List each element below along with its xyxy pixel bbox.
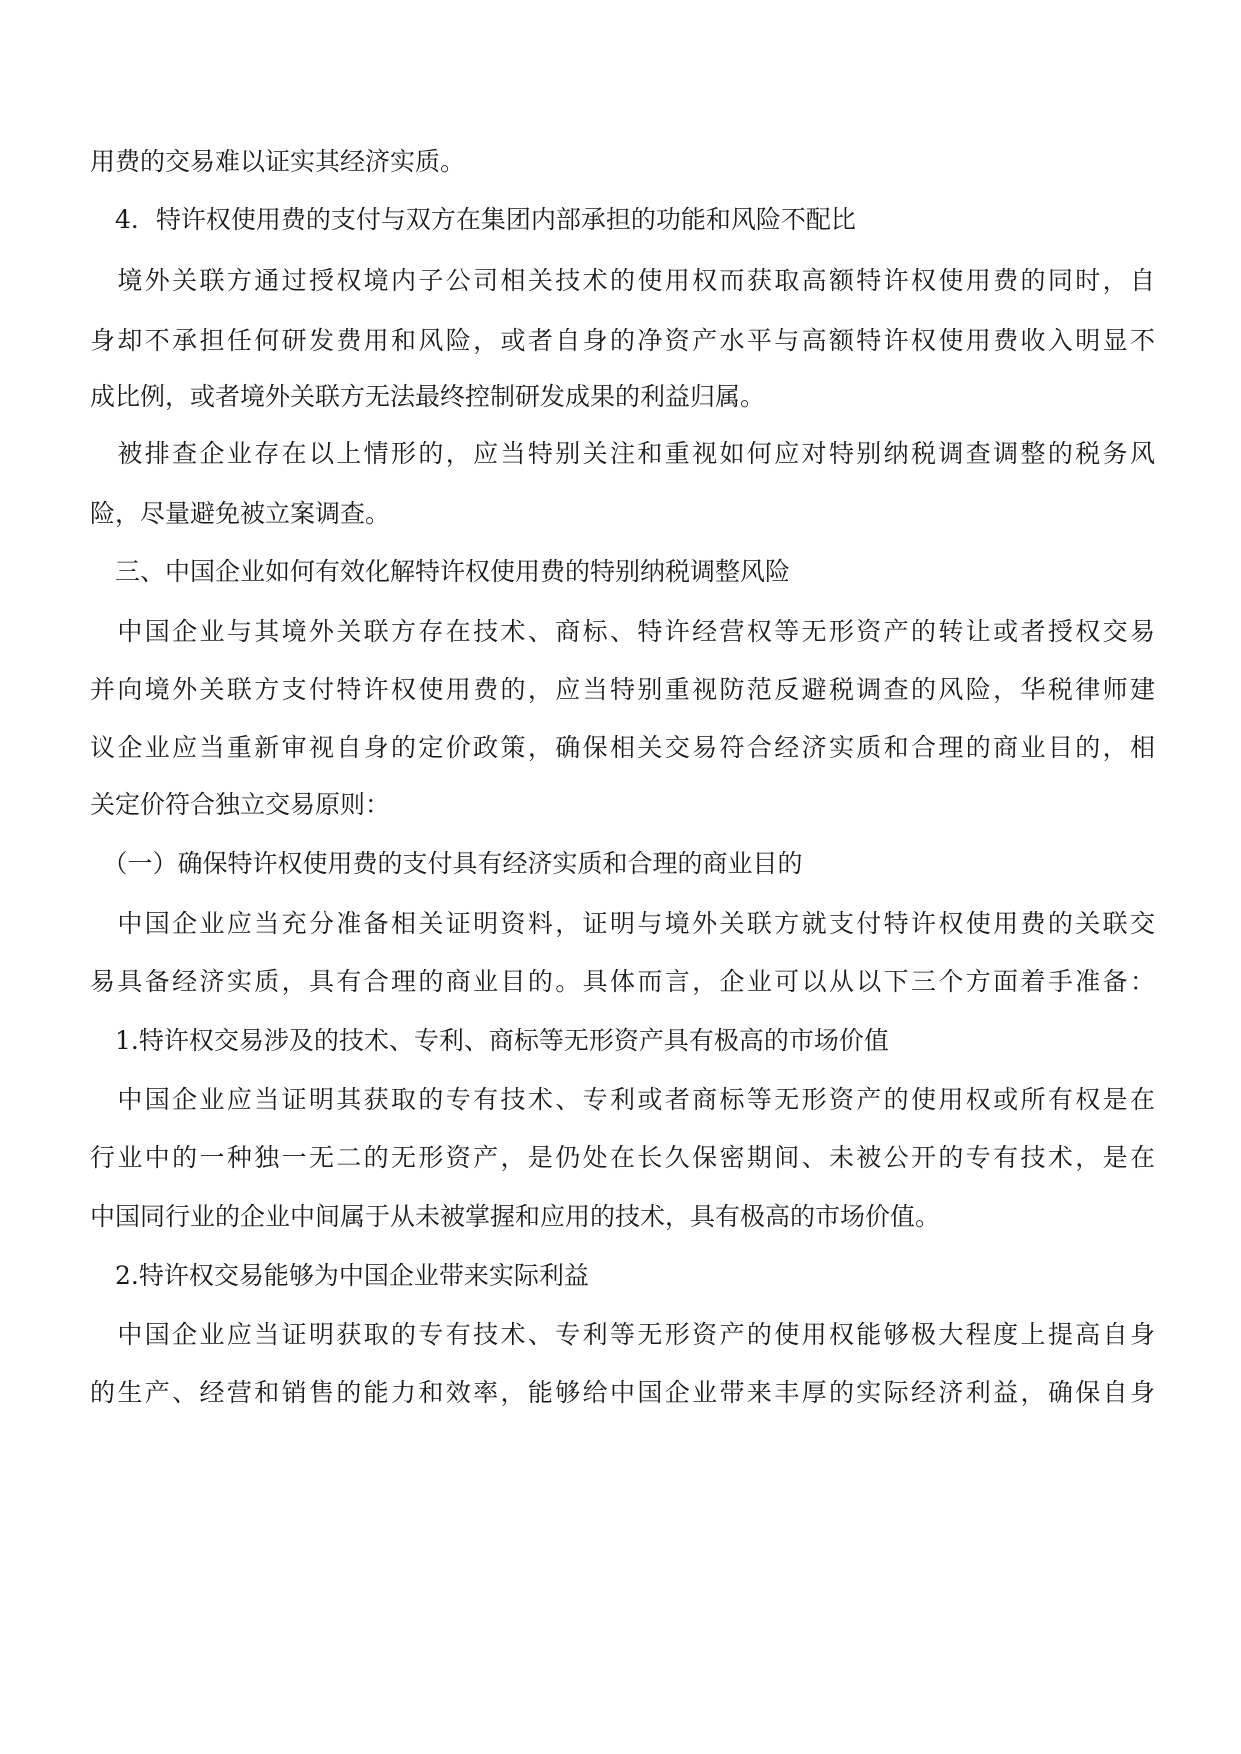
text-line: 的生产、经营和销售的能力和效率，能够给中国企业带来丰厚的实际经济利益，确保自身: [90, 1378, 1155, 1407]
text-line: 中国企业应当充分准备相关证明资料，证明与境外关联方就支付特许权使用费的关联交: [90, 909, 1155, 938]
text-line: 用费的交易难以证实其经济实质。: [90, 147, 466, 176]
text-line: 中国企业与其境外关联方存在技术、商标、特许经营权等无形资产的转让或者授权交易: [90, 617, 1155, 646]
text-line: 中国同行业的企业中间属于从未被掌握和应用的技术，具有极高的市场价值。: [90, 1202, 941, 1231]
list-heading-2: 2.特许权交易能够为中国企业带来实际利益: [90, 1261, 589, 1290]
list-heading-1: 1.特许权交易涉及的技术、专利、商标等无形资产具有极高的市场价值: [90, 1026, 889, 1055]
text-line: 并向境外关联方支付特许权使用费的，应当特别重视防范反避税调查的风险，华税律师建: [90, 675, 1155, 704]
text-line: 险，尽量避免被立案调查。: [90, 499, 391, 528]
text-line: 境外关联方通过授权境内子公司相关技术的使用权而获取高额特许权使用费的同时，自: [90, 266, 1155, 295]
text-line: 身却不承担任何研发费用和风险，或者自身的净资产水平与高额特许权使用费收入明显不: [90, 326, 1155, 355]
text-line: 行业中的一种独一无二的无形资产，是仍处在长久保密期间、未被公开的专有技术，是在: [90, 1143, 1155, 1172]
text-line: 成比例，或者境外关联方无法最终控制研发成果的利益归属。: [90, 382, 766, 411]
text-line: 中国企业应当证明获取的专有技术、专利等无形资产的使用权能够极大程度上提高自身: [90, 1320, 1155, 1349]
text-line: 议企业应当重新审视自身的定价政策，确保相关交易符合经济实质和合理的商业目的，相: [90, 733, 1155, 762]
text-line: 易具备经济实质，具有合理的商业目的。具体而言，企业可以从以下三个方面着手准备：: [90, 967, 1155, 996]
text-line: 关定价符合独立交易原则：: [90, 790, 391, 819]
list-heading-4: 4．特许权使用费的支付与双方在集团内部承担的功能和风险不配比: [90, 205, 856, 234]
text-line: 被排查企业存在以上情形的，应当特别关注和重视如何应对特别纳税调查调整的税务风: [90, 439, 1155, 468]
subsection-heading-1: （一）确保特许权使用费的支付具有经济实质和合理的商业目的: [90, 849, 803, 878]
section-heading-3: 三、中国企业如何有效化解特许权使用费的特别纳税调整风险: [90, 557, 791, 586]
text-line: 中国企业应当证明其获取的专有技术、专利或者商标等无形资产的使用权或所有权是在: [90, 1085, 1155, 1114]
